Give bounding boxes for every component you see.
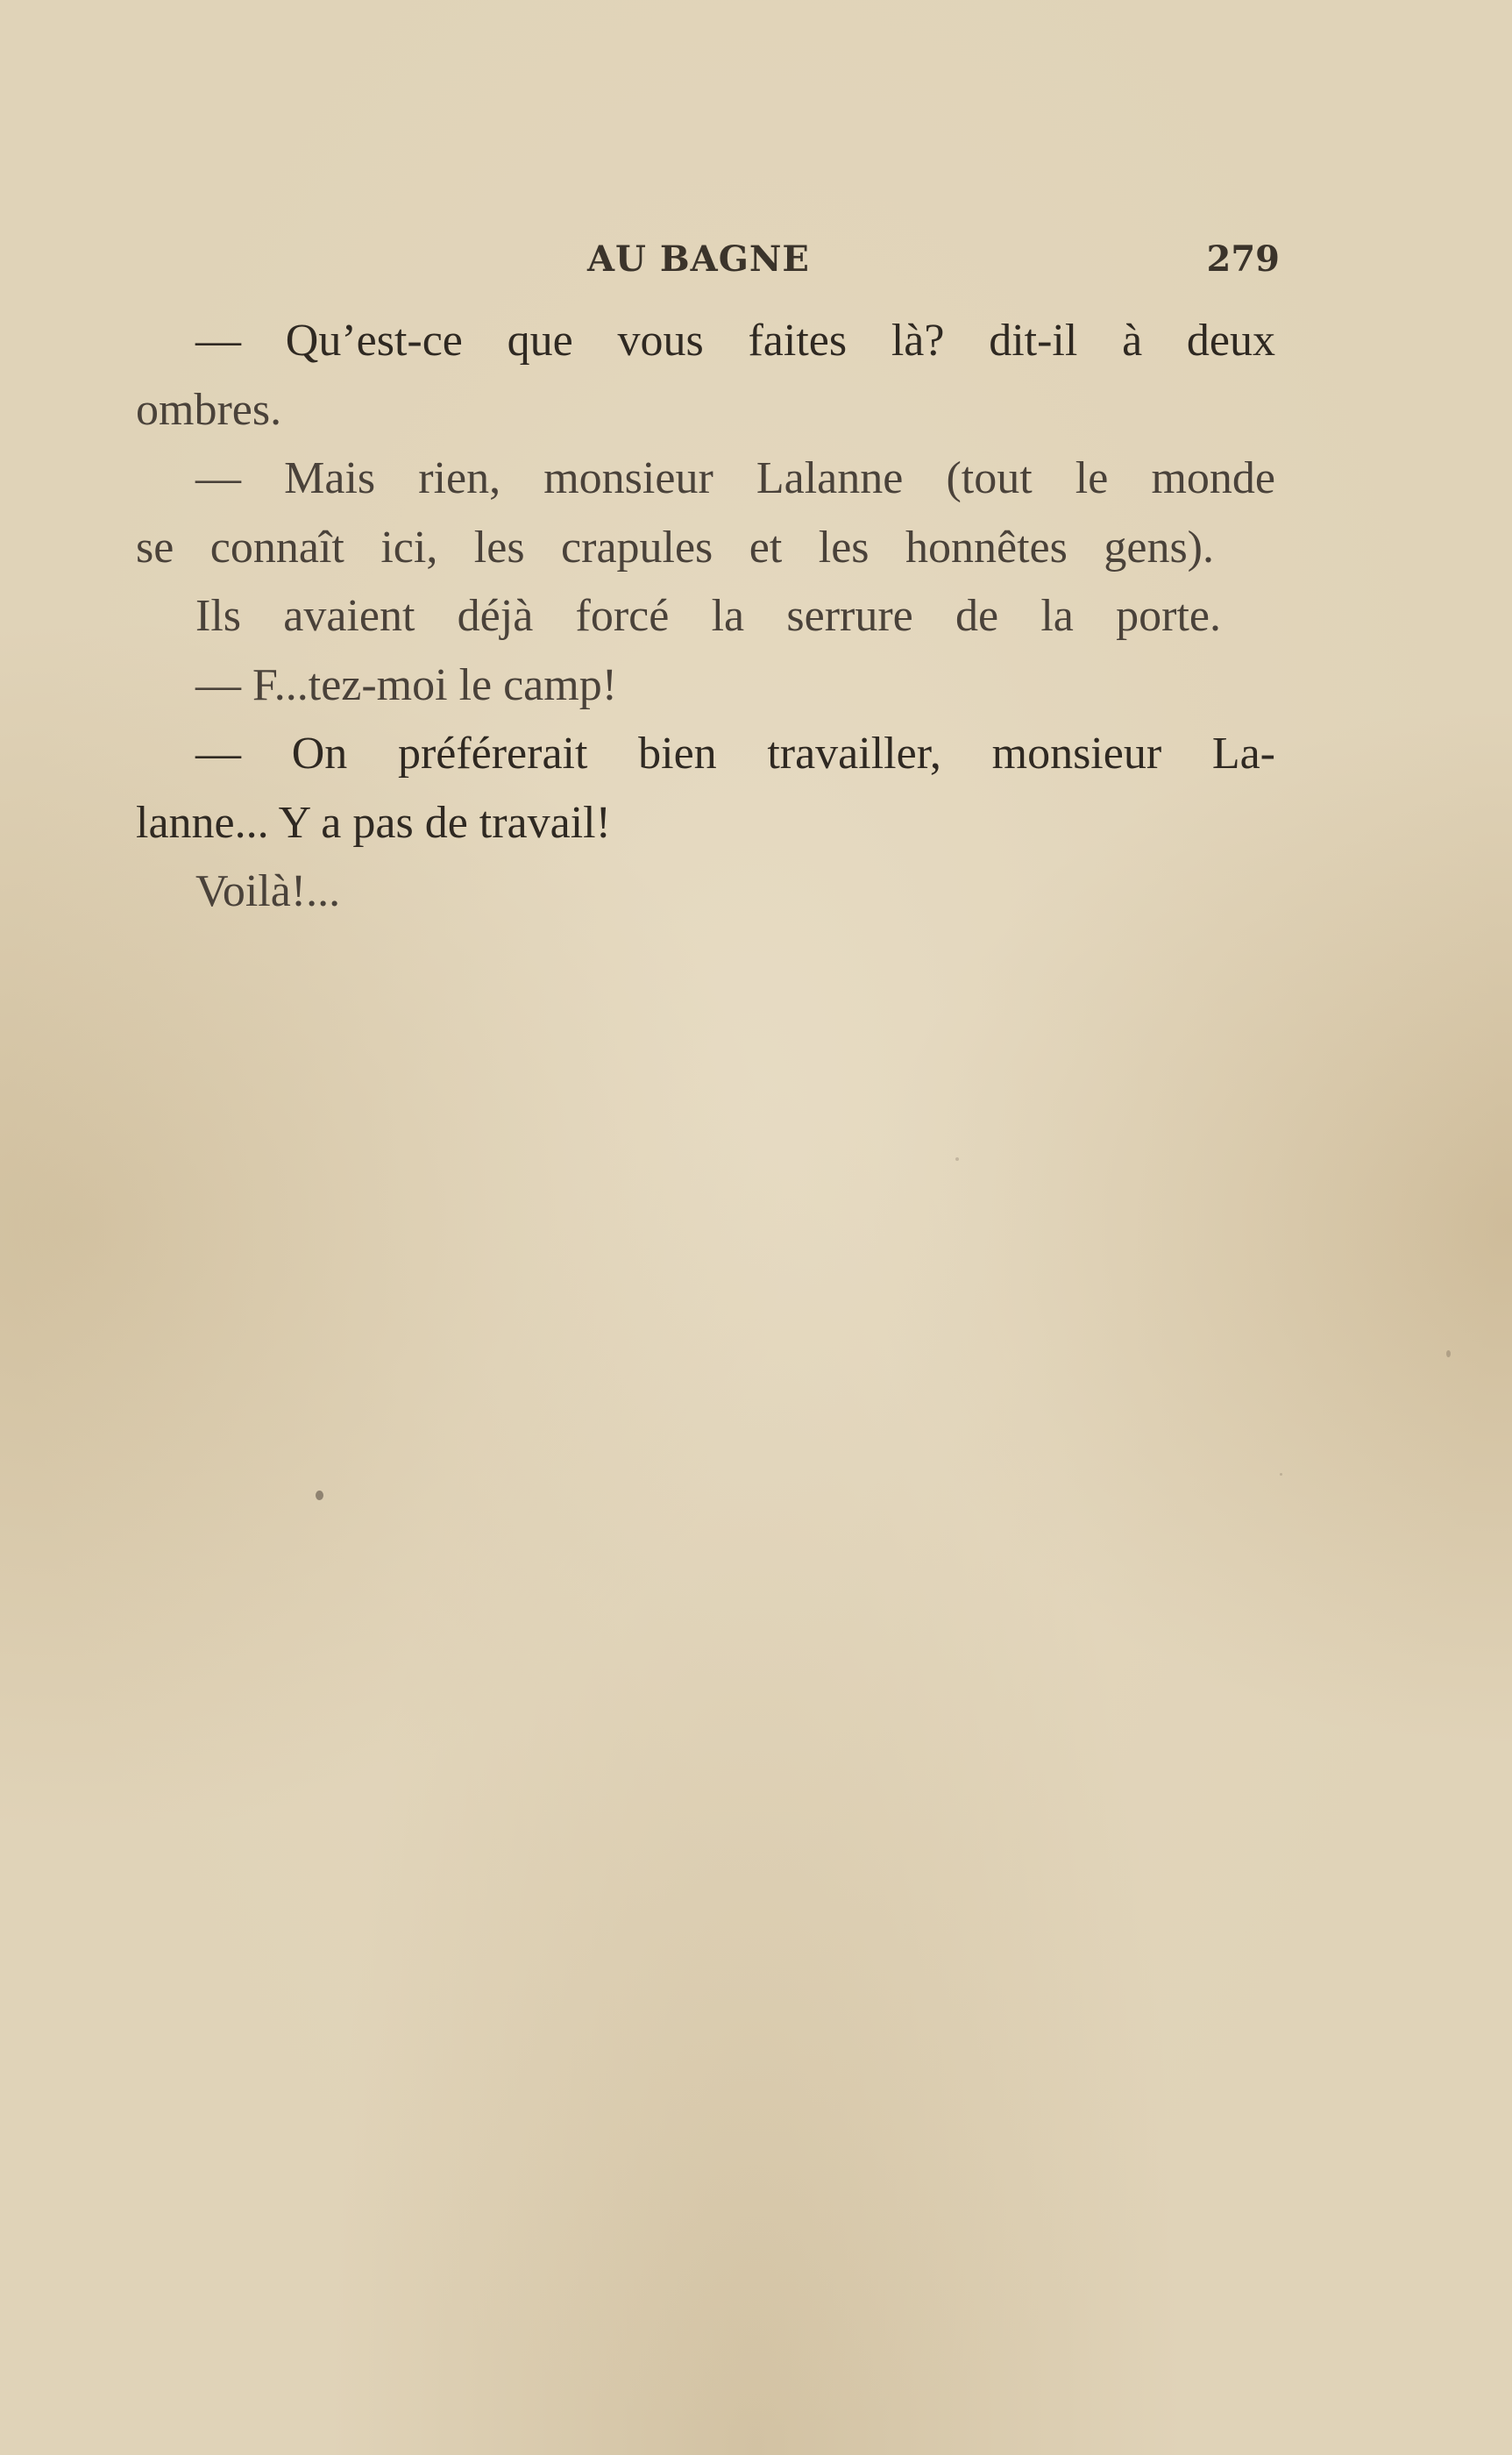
text-line: Ils avaient déjà forcé la serrure de la porte.	[195, 591, 1221, 641]
ink-speck	[316, 1491, 323, 1500]
text-line: — F...tez-moi le camp!	[195, 659, 618, 710]
text-line: — Qu’est-ce que vous faites là? dit-il à deux	[195, 316, 1275, 366]
text-line: — Mais rien, monsieur Lalanne (tout le monde	[195, 453, 1275, 503]
page-header	[193, 238, 1280, 300]
running-head: AU BAGNE	[587, 238, 810, 280]
text-line: — On préférerait bien travailler, monsieur La-	[195, 729, 1275, 779]
body-text	[136, 307, 1275, 927]
text-line: Voilà!...	[195, 866, 341, 916]
text-line: ombres.	[136, 384, 282, 435]
ink-speck	[1446, 1350, 1451, 1357]
text-line: lanne... Y a pas de travail!	[136, 797, 611, 848]
ink-speck	[955, 1157, 959, 1161]
ink-speck	[1280, 1473, 1282, 1476]
page-number: 279	[1206, 238, 1280, 280]
text-line: se connaît ici, les crapules et les honnêtes gens).	[136, 522, 1214, 573]
